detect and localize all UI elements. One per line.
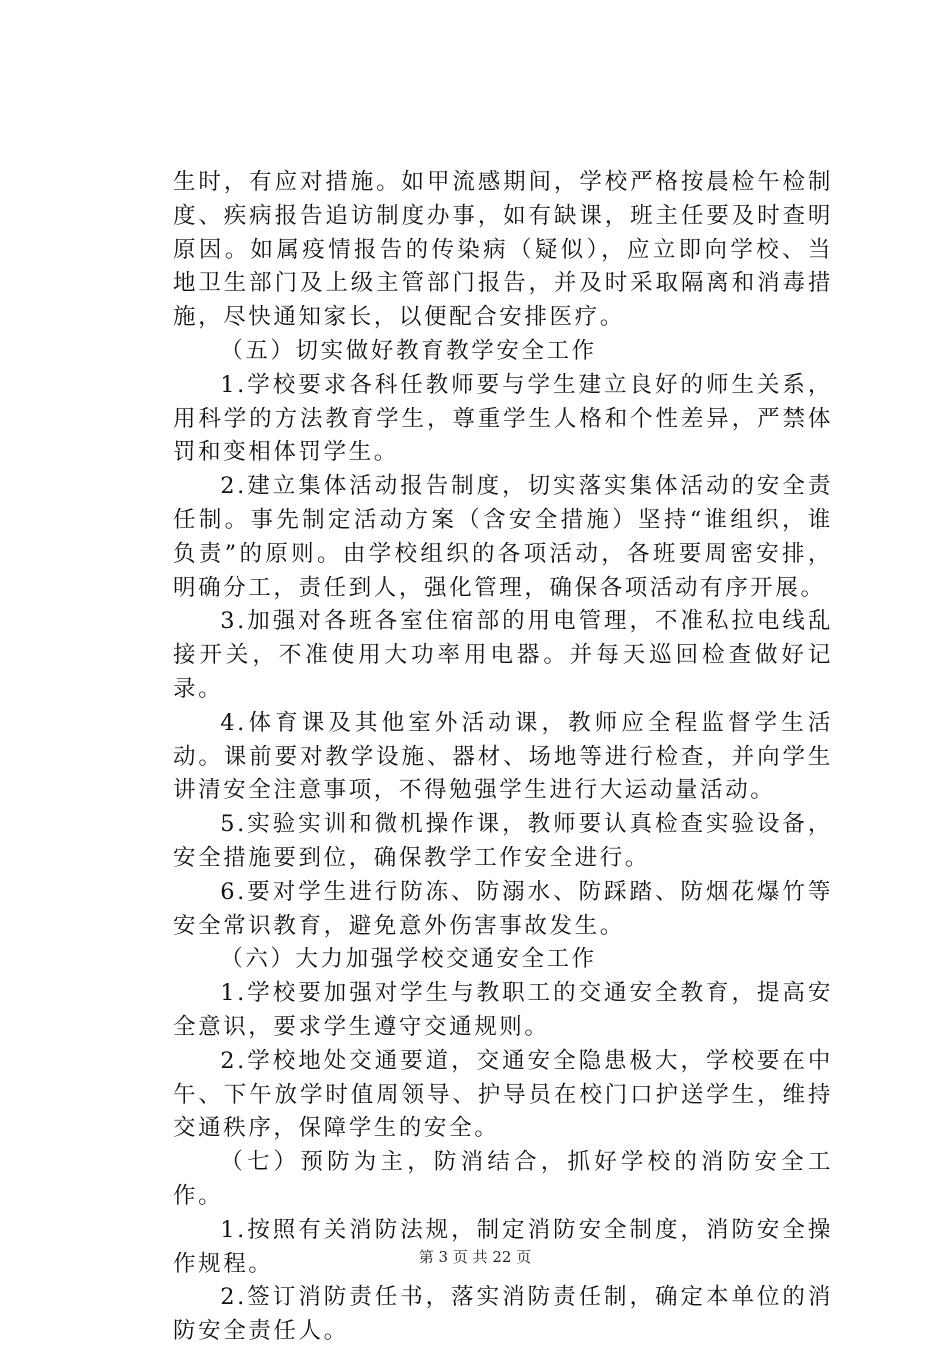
paragraph-5-1: 1.学校要求各科任教师要与学生建立良好的师生关系，用科学的方法教育学生，尊重学生人格和个性差异，严禁体罚和变相体罚学生。 xyxy=(173,371,833,466)
paragraph-continuation: 生时，有应对措施。如甲流感期间，学校严格按晨检午检制度、疾病报告追访制度办事，如有缺课，班主任要及时查明原因。如属疫情报告的传染病（疑似），应立即向学校、当地卫生部门及上级主管部门报告，并及时采取隔离和消毒措施，尽快通知家长，以便配合安排医疗。 xyxy=(173,169,833,331)
section-heading-6: （六）大力加强学校交通安全工作 xyxy=(220,946,597,973)
paragraph-5-6: 6.要对学生进行防冻、防溺水、防踩踏、防烟花爆竹等安全常识教育，避免意外伤害事故发生。 xyxy=(173,878,833,939)
paragraph-6-1: 1.学校要加强对学生与教职工的交通安全教育，提高安全意识，要求学生遵守交通规则。 xyxy=(173,980,833,1040)
section-heading-5: （五）切实做好教育教学安全工作 xyxy=(220,337,597,364)
page-footer xyxy=(0,1247,950,1267)
page-number-label: 第 3 页 共 22 页 xyxy=(418,1248,532,1266)
paragraph-5-3: 3.加强对各班各室住宿部的用电管理，不准私拉电线乱接开关，不准使用大功率用电器。并每天巡回检查做好记录。 xyxy=(173,608,833,702)
paragraph-5-5: 5.实验实训和微机操作课，教师要认真检查实验设备，安全措施要到位，确保教学工作安全进行。 xyxy=(173,811,833,871)
section-heading-7: （七）预防为主，防消结合，抓好学校的消防安全工作。 xyxy=(173,1149,833,1209)
paragraph-6-2: 2.学校地处交通要道，交通安全隐患极大，学校要在中午、下午放学时值周领导、护导员在校门口护送学生，维持交通秩序，保障学生的安全。 xyxy=(173,1047,833,1142)
paragraph-5-2: 2.建立集体活动报告制度，切实落实集体活动的安全责任制。事先制定活动方案（含安全措施）坚持“谁组织，谁负责”的原则。由学校组织的各项活动，各班要周密安排，明确分工，责任到人，强化管理，确保各项活动有序开展。 xyxy=(173,473,833,601)
paragraph-5-4: 4.体育课及其他室外活动课，教师应全程监督学生活动。课前要对教学设施、器材、场地等进行检查，并向学生讲清安全注意事项，不得勉强学生进行大运动量活动。 xyxy=(173,709,833,804)
paragraph-7-2: 2.签订消防责任书，落实消防责任制，确定本单位的消防安全责任人。 xyxy=(173,1284,833,1345)
document-body xyxy=(173,166,833,1349)
paragraph-7-1: 1.按照有关消防法规，制定消防安全制度，消防安全操作规程。 xyxy=(173,1216,833,1277)
